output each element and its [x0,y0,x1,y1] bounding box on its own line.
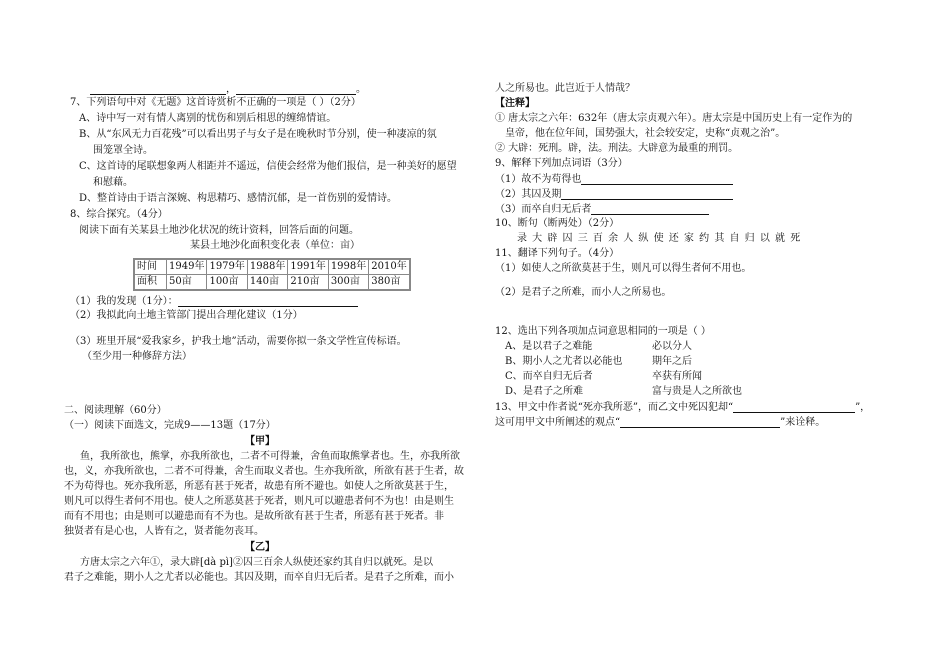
q12-option-a-compare: 必以分人 [652,341,692,352]
table-row-label: 时间 [134,259,167,275]
q11-item-2: （2）是君子之所难，而小人之所易也。 [495,287,672,298]
passage-yi-title: 【乙】 [245,542,275,553]
q12-option-c-compare: 卒获有所闻 [652,371,702,382]
table-title: 某县土地沙化面积变化表（单位：亩） [190,240,360,251]
passage-yi-line: 君子之难能，期小人之尤者以必能也。其囚及期，而卒自归无后者。是君子之所难，而小 [64,572,454,583]
answer-blank[interactable] [620,417,780,428]
passage-jia-title: 【甲】 [245,436,275,447]
table-row-area [134,275,410,291]
table-row-year [134,259,410,275]
passage-yi-line: 方唐太宗之六年①，录大辟[dà pì]②囚三百余人纵使还家约其自归以就死。是以 [80,557,433,568]
answer-blank[interactable] [236,84,356,95]
q12-option-b-compare: 期年之后 [652,356,692,367]
q8-sub1: （1）我的发现（1分）： [70,296,358,307]
q8-intro: 阅读下面有关某县土地沙化状况的统计资料，回答后面的问题。 [79,225,359,236]
note-2: ② 大辟：死刑。辟，法。刑法。大辟意为最重的刑罚。 [495,143,739,154]
answer-blank[interactable] [591,204,709,215]
table-cell: 1998年 [328,259,368,275]
answer-blank[interactable] [90,84,226,95]
q8-sub3: （3）班里开展“爱我家乡，护我土地”活动，需要你拟一条文学性宣传标语。 [70,336,407,347]
note-1: ① 唐太宗之六年：632年（唐太宗贞观六年）。唐太宗是中国历史上有一定作为的 [495,113,853,124]
table-cell: 140亩 [247,275,287,291]
q7-stem: 7、下列语句中对《无题》这首诗赏析不正确的一项是（ ）（2分） [70,97,361,108]
note-1-cont: 皇帝，他在位年间，国势强大，社会较安定，史称“贞观之治”。 [505,128,786,139]
q7-option-b: B、从“东风无力百花残”可以看出男子与女子是在晚秋时节分别，使一种凄凉的氛 [79,129,437,140]
table-cell: 50亩 [167,275,207,291]
answer-blank[interactable] [178,296,358,307]
table-cell: 1991年 [288,259,328,275]
q10-stem: 10、断句（断两处）（2分） [495,218,620,229]
passage-jia-line: 而有不用也；由是则可以避患而有不为也。是故所欲有甚于生者，所恶有甚于死者。非 [64,511,444,522]
q12-option-a: A、是以君子之难能 [505,341,593,352]
passage-jia-line: 也，义，亦我所欲也，二者不可得兼，舍生而取义者也。生亦我所欲，所欲有甚于生者，故 [64,466,464,477]
notes-title: 【注释】 [495,98,535,109]
q10-text: 录 大 辟 囚 三 百 余 人 纵 使 还 家 约 其 自 归 以 就 死 [517,233,802,244]
table-cell: 100亩 [207,275,247,291]
passage-jia-line: 不为苟得也。死亦我所恶，所恶有甚于死者，故患有所不避也。如使人之所欲莫甚于生， [64,481,454,492]
table-cell: 2010年 [369,259,410,275]
table-cell: 300亩 [328,275,368,291]
q7-option-b-cont: 围笼罩全诗。 [93,145,153,156]
answer-blank[interactable] [581,174,733,185]
q9-item-3: （3）而卒自归无后者 [495,204,709,215]
q7-option-a: A、诗中写一对有情人离别的忧伤和别后相思的缠绵情谊。 [79,113,337,124]
q7-option-c-cont: 和慰藉。 [93,177,133,188]
q12-stem: 12、选出下列各项加点词意思相同的一项是（ ） [495,326,711,337]
q12-option-d-compare: 富与贵是人之所欲也 [652,386,742,397]
q12-option-c: C、而卒自归无后者 [505,371,593,382]
q12-option-b: B、期小人之尤者以必能也 [505,356,623,367]
q7-option-c: C、这首诗的尾联想象两人相距并不遥远，信使会经常为他们报信，是一种美好的愿望 [79,161,457,172]
q8-stem: 8、综合探究。（4分） [70,209,168,220]
passage-jia-line: 独贤者有是心也，人皆有之，贤者能勿丧耳。 [64,526,264,537]
q8-sub2: （2）我拟此向土地主管部门提出合理化建议（1分） [70,310,303,321]
table-cell: 210亩 [288,275,328,291]
q9-stem: 9、解释下列加点词语（3分） [495,158,628,169]
land-desertification-table [133,258,411,291]
table-row-label: 面积 [134,275,167,291]
q13-line-2: 这可用甲文中所阐述的观点“ ”来诠释。 [495,417,826,428]
table-cell: 1988年 [247,259,287,275]
q9-item-2: （2）其囚及期 [495,189,733,200]
part-heading: （一）阅读下面选文，完成9——13题（17分） [64,420,276,431]
answer-blank[interactable] [733,402,855,413]
passage-jia-line: 鱼，我所欲也，熊掌，亦我所欲也，二者不可得兼，舍鱼而取熊掌者也。生，亦我所欲 [80,451,460,462]
q11-stem: 11、翻译下列句子。（4分） [495,248,620,259]
answer-blank[interactable] [561,189,733,200]
q9-item-1: （1）故不为苟得也 [495,174,733,185]
q11-item-1: （1）如使人之所欲莫甚于生，则凡可以得生者何不用也。 [495,263,752,274]
table-cell: 380亩 [369,275,410,291]
section-heading: 二、阅读理解（60分） [64,405,167,416]
q7-option-d: D、整首诗由于语言深婉、构思精巧、感情沉郁，是一首伤别的爱情诗。 [79,193,398,204]
q8-sub3-note: （至少用一种修辞方法） [82,351,192,362]
passage-jia-line: 则凡可以得生者何不用也。使人之所恶莫甚于死者，则凡可以避患者何不为也！由是则生 [64,496,454,507]
q13-line-1: 13、甲文中作者说“死亦我所恶”，而乙文中死囚犯却“ ”， [495,402,871,413]
table-cell: 1979年 [207,259,247,275]
q12-option-d: D、是君子之所难 [505,386,584,397]
table-cell: 1949年 [167,259,207,275]
passage-yi-cont: 人之所易也。此岂近于人情哉？ [495,83,635,94]
blank-line-top: ， 。 [90,84,366,95]
